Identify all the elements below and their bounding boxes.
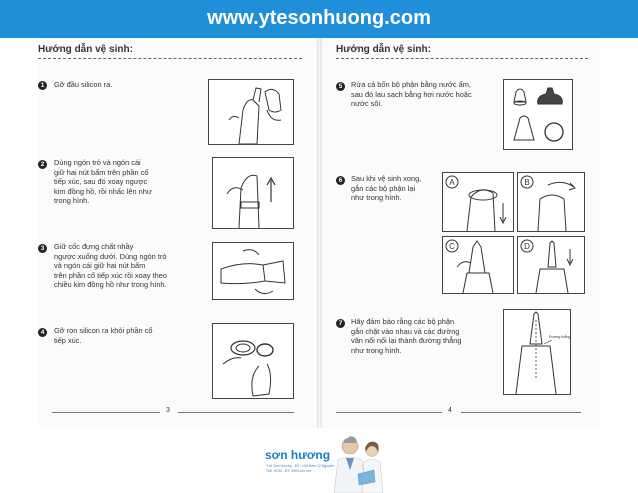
step-number-5: 5: [336, 82, 345, 91]
hand-nozzle-illustration: [209, 80, 294, 145]
step-text-6: Sau khi vệ sinh xong, gắn các bộ phận lại như trong hình.: [351, 174, 422, 203]
step-text-5: Rửa cả bốn bộ phận bằng nước ấm, sau đó lau sạch bằng hơi nước hoặc nước sôi.: [351, 80, 472, 109]
aligned-lines-illustration: [504, 310, 571, 395]
step-text-2: Dùng ngón trỏ và ngón cái giữ hai nút bấm trên phần cổ tiếp xúc, sau đó xoay ngược kim đồng hồ, rồi nhấc lên như trong hình.: [54, 158, 152, 206]
figure-label-c: C: [449, 242, 455, 251]
figure-step-5: [503, 79, 573, 150]
twist-neck-illustration: [213, 158, 294, 229]
figure-label-a: A: [449, 178, 455, 187]
assembly-c-illustration: [443, 237, 514, 294]
step-text-1: Gỡ đầu silicon ra.: [54, 80, 113, 89]
assembly-d-illustration: [518, 237, 585, 294]
figure-step-2: [212, 157, 294, 229]
step-text-4: Gỡ ron silicon ra khỏi phần cổ tiếp xúc.: [54, 326, 153, 345]
right-footer-rule-2: [461, 412, 581, 413]
step-number-4: 4: [38, 328, 47, 337]
figure-6d: [517, 236, 585, 294]
left-page-number: 3: [166, 407, 170, 414]
assembly-b-illustration: [518, 173, 585, 232]
step-number-3: 3: [38, 244, 47, 253]
cup-twist-illustration: [213, 243, 294, 300]
straight-line-label: Đường thẳng: [549, 335, 571, 339]
figure-step-1: [208, 79, 294, 145]
step-number-2: 2: [38, 160, 47, 169]
figure-step-4: [212, 323, 294, 399]
assembly-a-illustration: [443, 173, 514, 232]
step-number-1: 1: [38, 81, 47, 90]
site-url[interactable]: www.ytesonhuong.com: [207, 7, 431, 29]
step-text-7: Hãy đảm bảo rằng các bộ phận gắn chặt vào nhau và các đường vân nổi nối lại thành đường thẳng như trong hình.: [351, 317, 462, 355]
left-title-rule: [38, 58, 302, 59]
right-page-title: Hướng dẫn vệ sinh:: [336, 44, 431, 55]
step-text-3: Giữ cốc đựng chất nhầy ngược xuống dưới. Dùng ngón trỏ và ngón cái giữ hai nút bấm trên phần cổ tiếp xúc rồi xoay theo chiều kim đồng hồ như trong hình.: [54, 242, 167, 290]
site-banner: [0, 0, 638, 38]
right-title-rule: [336, 58, 588, 59]
left-page-title: Hướng dẫn vệ sinh:: [38, 44, 133, 55]
right-footer-rule-1: [336, 412, 442, 413]
doctors-photo-icon: [328, 434, 384, 493]
figure-step-7: [503, 309, 571, 395]
figure-step-3: [212, 242, 294, 300]
step-number-7: 7: [336, 319, 345, 328]
step-number-6: 6: [336, 176, 345, 185]
figure-label-d: D: [524, 242, 530, 251]
figure-label-b: B: [524, 178, 530, 187]
brand-logo[interactable]: sơn hương: [265, 448, 331, 462]
brand-logo-subtext: Y tế Sơn Hương - ĐC: 100 Hẻm 12 Nguyễn Trãi, HCM - ĐT: 0903.xxx.xxx: [266, 464, 334, 473]
left-footer-rule-1: [52, 412, 160, 413]
figure-6b: [517, 172, 585, 232]
figure-6c: [442, 236, 514, 294]
right-page-number: 4: [448, 407, 452, 414]
left-footer-rule-2: [178, 412, 294, 413]
four-parts-illustration: [504, 80, 573, 150]
figure-6a: [442, 172, 514, 232]
ring-removal-illustration: [213, 324, 294, 399]
page-fold: [317, 38, 322, 428]
